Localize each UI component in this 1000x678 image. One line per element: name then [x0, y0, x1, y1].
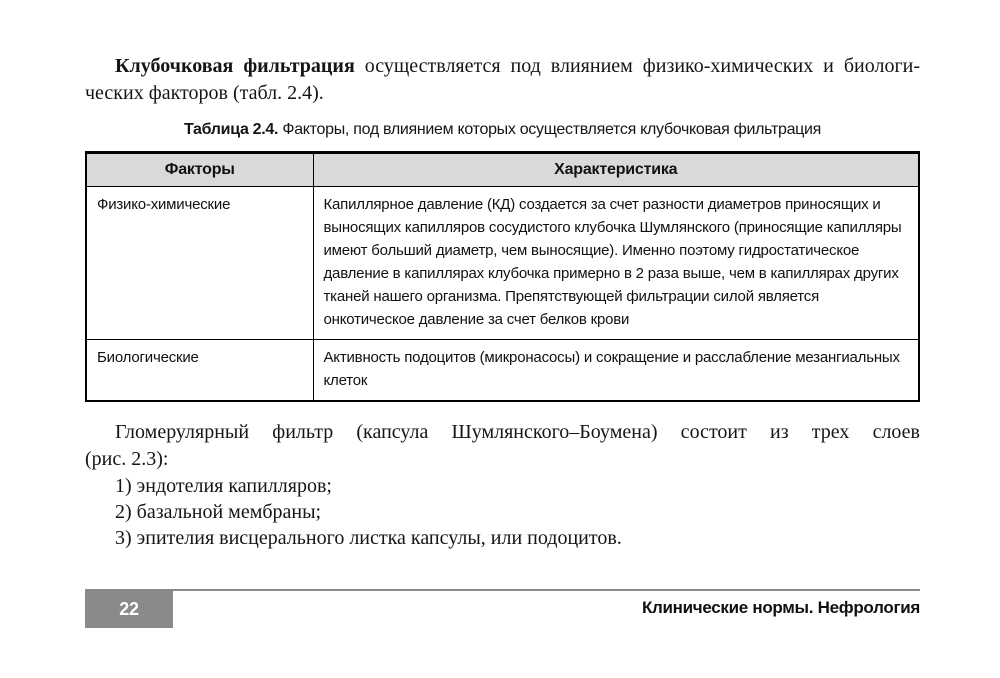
paragraph-glomerular-filtration — [85, 0, 920, 107]
page-content — [85, 0, 920, 551]
header-cell-factors: Факторы — [86, 153, 313, 187]
paragraph1-line2: ческих факторов (табл. 2.4). — [85, 82, 324, 104]
paragraph2-line1 — [85, 419, 920, 446]
table-caption — [85, 120, 920, 140]
cell-characteristic-physico-chemical: Капиллярное давление (КД) создается за счет разности диаметров приносящих и выносящих капилляров сосудистого клубочка Шумлянского (приносящие капилляры имеют больший диаметр, чем выносящие). Именно поэтому гидростатическое давление в капиллярах клубочка примерно в 2 раза выше, чем в капиллярах других тканей нашего организма. Препятствующей фильтрации силой является онкотическое давление за счет белков крови — [313, 187, 919, 340]
list-item-epithelium: 3) эпителия висцерального листка капсулы, или подоцитов. — [115, 527, 622, 549]
factors-table — [85, 151, 920, 402]
list-item-endothelium: 1) эндотелия капилляров; — [115, 475, 332, 497]
paragraph1-line1 — [85, 53, 920, 80]
factors-table-body — [86, 187, 919, 402]
paragraph-glomerular-filter — [85, 419, 920, 551]
page-number-badge: 22 — [85, 591, 173, 628]
table-row — [86, 340, 919, 402]
table-caption-label: Таблица 2.4. — [183, 121, 279, 138]
list-item-basal-membrane: 2) базальной мембраны; — [115, 501, 322, 523]
running-title: Клинические нормы. Нефрология — [641, 598, 920, 617]
table-header-row — [86, 153, 919, 187]
paragraph1-line1-rest: осуществляется под влиянием физико-химических и биологи- — [354, 55, 921, 77]
table-row — [86, 187, 919, 340]
footer-rule — [85, 589, 920, 591]
cell-characteristic-biological: Активность подоцитов (микронасосы) и сокращение и расслабление мезангиальных клеток — [313, 340, 919, 402]
cell-factor-biological: Биологические — [86, 340, 313, 402]
factors-table-head — [86, 153, 919, 187]
table-caption-text: Факторы, под влиянием которых осуществляется клубочковая фильтрация — [278, 121, 822, 138]
cell-factor-physico-chemical: Физико-химические — [86, 187, 313, 340]
paragraph1-lead-term: Клубочковая фильтрация — [115, 55, 355, 77]
paragraph2-line2: (рис. 2.3): — [85, 448, 169, 470]
header-cell-characteristic: Характеристика — [313, 153, 919, 187]
paragraph2-line1-text: Гломерулярный фильтр (капсула Шумлянского–Боумена) состоит из трех слоев — [115, 421, 920, 443]
